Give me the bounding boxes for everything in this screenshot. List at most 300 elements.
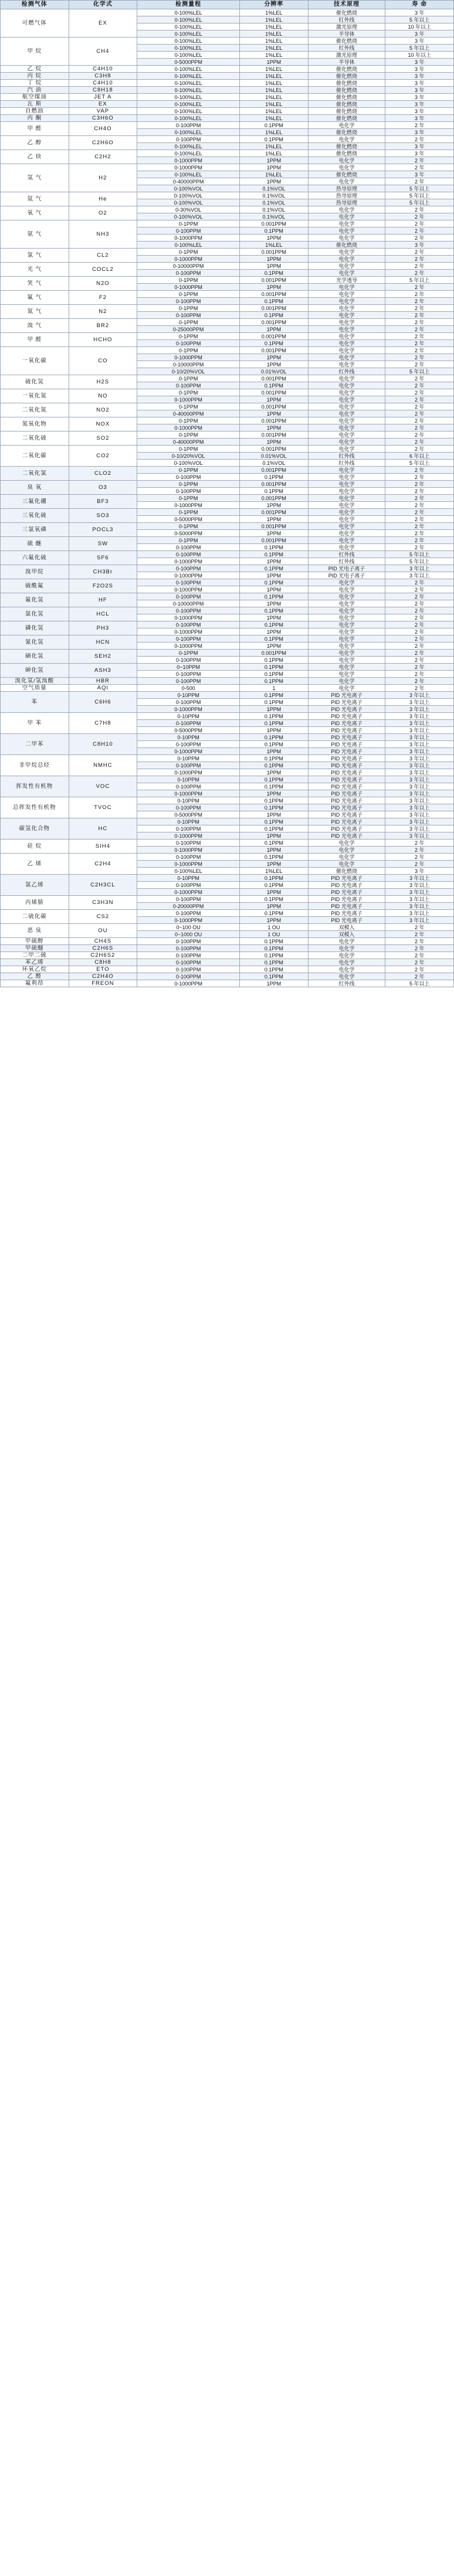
cell-detection-range: 0-1000PPM: [137, 424, 240, 431]
cell-gas-formula: PH3: [69, 621, 137, 635]
cell-gas-name: 乙 醇: [1, 136, 69, 150]
cell-resolution: 0.001PPM: [240, 650, 309, 657]
cell-resolution: 0.01%VOL: [240, 368, 309, 375]
cell-detection-range: 0-1000PPM: [137, 396, 240, 403]
cell-gas-formula: C2H2: [69, 150, 137, 164]
cell-gas-formula: O2: [69, 206, 137, 220]
cell-lifetime: 10 年以上: [385, 23, 454, 30]
cell-lifetime: 2 年: [385, 685, 454, 692]
cell-detection-range: 0-10PPM: [137, 755, 240, 762]
cell-detection-range: 0-100%VOL: [137, 213, 240, 220]
cell-technology: 红外线: [308, 980, 385, 987]
cell-resolution: 0.1PPM: [240, 692, 309, 699]
cell-gas-formula: CH4S: [69, 938, 137, 945]
cell-detection-range: 0-1PPM: [137, 537, 240, 544]
cell-resolution: 0.001PPM: [240, 509, 309, 516]
cell-resolution: 1PPM: [240, 157, 309, 164]
cell-gas-name: 苯乙烯: [1, 959, 69, 966]
cell-detection-range: 0-1000PPM: [137, 706, 240, 713]
cell-resolution: 0.001PPM: [240, 431, 309, 439]
cell-technology: 电化学: [308, 847, 385, 854]
cell-gas-name: 三氯氧磷: [1, 523, 69, 537]
cell-lifetime: 5 年以上: [385, 16, 454, 23]
cell-technology: 电化学: [308, 678, 385, 685]
cell-technology: 催化燃烧: [308, 94, 385, 101]
cell-gas-formula: H2S: [69, 375, 137, 389]
table-row: [1, 755, 454, 762]
cell-lifetime: 2 年: [385, 410, 454, 417]
cell-gas-name: 溴甲烷: [1, 565, 69, 579]
cell-lifetime: 3 年: [385, 38, 454, 45]
cell-gas-formula: C2H3CL: [69, 875, 137, 896]
cell-detection-range: 0-100PPM: [137, 382, 240, 389]
cell-lifetime: 3 年以上: [385, 910, 454, 917]
cell-detection-range: 0-100%LEL: [137, 242, 240, 249]
cell-resolution: 0.001PPM: [240, 481, 309, 488]
cell-lifetime: 2 年: [385, 664, 454, 671]
table-row: [1, 818, 454, 825]
cell-technology: PID 光电离子: [308, 713, 385, 720]
cell-resolution: 0.001PPM: [240, 495, 309, 502]
cell-technology: 电化学: [308, 389, 385, 396]
table-row: [1, 734, 454, 741]
cell-technology: 电化学: [308, 530, 385, 537]
table-row: [1, 980, 454, 987]
cell-resolution: 1PPM: [240, 263, 309, 270]
cell-lifetime: 3 年以上: [385, 713, 454, 720]
cell-technology: 电化学: [308, 375, 385, 382]
cell-technology: 电化学: [308, 446, 385, 453]
cell-detection-range: 0-1000PPM: [137, 614, 240, 621]
cell-resolution: 1%LEL: [240, 115, 309, 122]
cell-lifetime: 2 年: [385, 854, 454, 861]
cell-resolution: 0.1PPM: [240, 952, 309, 959]
cell-resolution: 1PPM: [240, 410, 309, 417]
cell-detection-range: 0-100%LEL: [137, 45, 240, 52]
cell-resolution: 0.1PPM: [240, 973, 309, 980]
cell-gas-formula: AQI: [69, 685, 137, 692]
cell-technology: 电化学: [308, 178, 385, 185]
table-row: [1, 875, 454, 882]
cell-gas-formula: SW: [69, 537, 137, 551]
cell-technology: PID 光电离子: [308, 790, 385, 797]
cell-detection-range: 0-100PPM: [137, 312, 240, 319]
cell-resolution: 0.1%VOL: [240, 460, 309, 467]
table-row: [1, 537, 454, 544]
cell-lifetime: 2 年: [385, 206, 454, 213]
table-row: [1, 305, 454, 312]
cell-resolution: 0.1PPM: [240, 755, 309, 762]
cell-detection-range: 0-1000PPM: [137, 847, 240, 854]
cell-resolution: 1%LEL: [240, 23, 309, 30]
table-row: [1, 896, 454, 903]
cell-resolution: 0.001PPM: [240, 446, 309, 453]
cell-detection-range: 0-100%LEL: [137, 23, 240, 30]
cell-gas-formula: HCHO: [69, 333, 137, 347]
cell-gas-formula: HC: [69, 818, 137, 840]
cell-detection-range: 0-10/20%VOL: [137, 368, 240, 375]
cell-detection-range: 0-100%LEL: [137, 868, 240, 875]
cell-technology: 电化学: [308, 502, 385, 509]
cell-resolution: 1%LEL: [240, 143, 309, 150]
cell-resolution: 1PPM: [240, 980, 309, 987]
cell-gas-formula: CH4: [69, 38, 137, 66]
cell-technology: PID 光电离子: [308, 804, 385, 811]
cell-resolution: 0.1PPM: [240, 312, 309, 319]
cell-resolution: 0.1PPM: [240, 720, 309, 727]
cell-technology: PID 光电离子: [308, 748, 385, 755]
cell-detection-range: 0-100%LEL: [137, 73, 240, 80]
table-row: [1, 263, 454, 270]
cell-lifetime: 2 年: [385, 643, 454, 650]
cell-lifetime: 3 年: [385, 66, 454, 73]
table-row: [1, 481, 454, 488]
cell-lifetime: 2 年: [385, 959, 454, 966]
cell-technology: 电化学: [308, 621, 385, 628]
table-header: [1, 1, 454, 9]
cell-lifetime: 3 年以上: [385, 790, 454, 797]
cell-detection-range: 0-1000PPM: [137, 164, 240, 171]
cell-technology: PID 光电离子: [308, 832, 385, 840]
cell-lifetime: 3 年: [385, 115, 454, 122]
cell-gas-formula: CLO2: [69, 467, 137, 481]
cell-resolution: 0.001PPM: [240, 375, 309, 382]
cell-detection-range: 0-1PPM: [137, 220, 240, 227]
cell-gas-name: 硫酰氟: [1, 579, 69, 593]
cell-gas-formula: EX: [69, 101, 137, 108]
header-row: [1, 1, 454, 9]
cell-detection-range: 0-100PPM: [137, 959, 240, 966]
cell-gas-formula: TVOC: [69, 797, 137, 818]
cell-lifetime: 2 年: [385, 650, 454, 657]
cell-technology: PID 光电离子: [308, 910, 385, 917]
cell-lifetime: 2 年: [385, 298, 454, 305]
cell-technology: 热导原理: [308, 192, 385, 199]
cell-resolution: 0.1PPM: [240, 136, 309, 143]
cell-resolution: 0.1PPM: [240, 298, 309, 305]
cell-technology: 红外线: [308, 551, 385, 558]
cell-lifetime: 2 年: [385, 847, 454, 854]
cell-lifetime: 3 年: [385, 129, 454, 136]
cell-lifetime: 3 年: [385, 101, 454, 108]
cell-technology: 电化学: [308, 396, 385, 403]
cell-lifetime: 3 年以上: [385, 572, 454, 579]
cell-technology: 电化学: [308, 213, 385, 220]
cell-detection-range: 0-100%VOL: [137, 185, 240, 192]
cell-technology: 催化燃烧: [308, 143, 385, 150]
cell-technology: PID 光电子离子: [308, 572, 385, 579]
table-row: [1, 73, 454, 80]
cell-resolution: 0.1PPM: [240, 544, 309, 551]
cell-resolution: 1PPM: [240, 572, 309, 579]
cell-technology: 电化学: [308, 516, 385, 523]
cell-detection-range: 0-100%LEL: [137, 101, 240, 108]
cell-detection-range: 0-100PPM: [137, 783, 240, 790]
cell-lifetime: 5 年以上: [385, 368, 454, 375]
cell-gas-formula: CO2: [69, 446, 137, 467]
cell-detection-range: 0-40000PPM: [137, 178, 240, 185]
table-row: [1, 621, 454, 628]
cell-lifetime: 2 年: [385, 488, 454, 495]
cell-detection-range: 0-5000PPM: [137, 59, 240, 66]
cell-detection-range: 0-30%VOL: [137, 206, 240, 213]
cell-resolution: 0.1PPM: [240, 875, 309, 882]
table-row: [1, 692, 454, 699]
cell-technology: 电化学: [308, 938, 385, 945]
cell-resolution: 1 OU: [240, 931, 309, 938]
cell-gas-name: 二氧化碳: [1, 446, 69, 467]
cell-gas-name: 一氧化氮: [1, 389, 69, 403]
cell-lifetime: 2 年: [385, 481, 454, 488]
cell-detection-range: 0~1000 OU: [137, 931, 240, 938]
cell-lifetime: 2 年: [385, 347, 454, 354]
cell-gas-formula: O3: [69, 481, 137, 495]
cell-technology: 激光原理: [308, 23, 385, 30]
cell-technology: 电化学: [308, 474, 385, 481]
cell-gas-name: 非甲烷总烃: [1, 755, 69, 776]
cell-resolution: 1PPM: [240, 790, 309, 797]
cell-gas-name: 乙 烯: [1, 854, 69, 875]
cell-lifetime: 2 年: [385, 213, 454, 220]
cell-lifetime: 2 年: [385, 354, 454, 361]
cell-lifetime: 3 年以上: [385, 706, 454, 713]
cell-detection-range: 0-1000PPM: [137, 748, 240, 755]
cell-detection-range: 0-100PPM: [137, 854, 240, 861]
cell-detection-range: 0-100%LEL: [137, 87, 240, 94]
cell-gas-formula: C3H8: [69, 73, 137, 80]
cell-detection-range: 0-5000PPM: [137, 516, 240, 523]
cell-lifetime: 3 年: [385, 171, 454, 178]
cell-technology: 电化学: [308, 628, 385, 635]
cell-gas-formula: COCL2: [69, 263, 137, 277]
cell-lifetime: 3 年以上: [385, 818, 454, 825]
cell-resolution: 0.1PPM: [240, 741, 309, 748]
cell-lifetime: 2 年: [385, 671, 454, 678]
table-row: [1, 108, 454, 115]
cell-lifetime: 2 年: [385, 931, 454, 938]
cell-detection-range: 0-100%LEL: [137, 150, 240, 157]
cell-lifetime: 2 年: [385, 938, 454, 945]
cell-technology: 电化学: [308, 354, 385, 361]
cell-technology: 激光原理: [308, 52, 385, 59]
cell-resolution: 1%LEL: [240, 868, 309, 875]
cell-resolution: 0.1%VOL: [240, 206, 309, 213]
cell-lifetime: 3 年以上: [385, 825, 454, 832]
cell-technology: 电化学: [308, 488, 385, 495]
cell-lifetime: 5 年以上: [385, 192, 454, 199]
table-row: [1, 509, 454, 516]
cell-lifetime: 2 年: [385, 291, 454, 298]
cell-gas-formula: F2: [69, 291, 137, 305]
cell-gas-name: 挥发性有机物: [1, 776, 69, 797]
cell-resolution: 0.1%VOL: [240, 185, 309, 192]
table-row: [1, 136, 454, 143]
table-row: [1, 66, 454, 73]
cell-detection-range: 0-100%LEL: [137, 115, 240, 122]
cell-resolution: 0.001PPM: [240, 333, 309, 340]
cell-gas-formula: C3H6O: [69, 115, 137, 122]
cell-lifetime: 5 年以上: [385, 45, 454, 52]
cell-technology: PID 光电离子: [308, 706, 385, 713]
cell-technology: 半导体: [308, 30, 385, 38]
cell-lifetime: 3 年: [385, 30, 454, 38]
table-row: [1, 319, 454, 326]
cell-technology: 电化学: [308, 959, 385, 966]
cell-gas-name: 硫化氢: [1, 375, 69, 389]
table-row: [1, 593, 454, 600]
cell-detection-range: 0-1PPM: [137, 495, 240, 502]
cell-resolution: 0.001PPM: [240, 347, 309, 354]
cell-gas-formula: C4H10: [69, 80, 137, 87]
cell-gas-formula: CH4O: [69, 122, 137, 136]
cell-gas-name: 航空煤油: [1, 94, 69, 101]
table-row: [1, 347, 454, 354]
cell-lifetime: 3 年以上: [385, 917, 454, 924]
cell-technology: 红外线: [308, 368, 385, 375]
cell-gas-name: 氯化氢: [1, 607, 69, 621]
cell-resolution: 0.1PPM: [240, 959, 309, 966]
table-row: [1, 797, 454, 804]
cell-detection-range: 0-100PPM: [137, 657, 240, 664]
cell-lifetime: 3 年: [385, 9, 454, 16]
cell-lifetime: 3 年以上: [385, 741, 454, 748]
cell-gas-name: 瓦 斯: [1, 101, 69, 108]
cell-gas-formula: BR2: [69, 319, 137, 333]
table-row: [1, 495, 454, 502]
cell-detection-range: 0-20000PPM: [137, 903, 240, 910]
cell-resolution: 1PPM: [240, 558, 309, 565]
cell-technology: 催化燃烧: [308, 101, 385, 108]
cell-gas-name: 三氟化硼: [1, 495, 69, 509]
cell-resolution: 0.1PPM: [240, 382, 309, 389]
cell-lifetime: 2 年: [385, 635, 454, 643]
cell-lifetime: 2 年: [385, 657, 454, 664]
cell-lifetime: 2 年: [385, 136, 454, 143]
cell-gas-name: 丙 烷: [1, 73, 69, 80]
cell-lifetime: 2 年: [385, 952, 454, 959]
cell-resolution: 1%LEL: [240, 66, 309, 73]
cell-resolution: 1PPM: [240, 917, 309, 924]
cell-gas-formula: CO: [69, 347, 137, 375]
cell-technology: PID 光电离子: [308, 896, 385, 903]
cell-detection-range: 0-100PPM: [137, 122, 240, 129]
table-row: [1, 924, 454, 931]
cell-detection-range: 0-1000PPM: [137, 256, 240, 263]
cell-detection-range: 0-100%LEL: [137, 80, 240, 87]
cell-technology: PID 光电离子: [308, 889, 385, 896]
cell-detection-range: 0-10000PPM: [137, 263, 240, 270]
table-row: [1, 959, 454, 966]
cell-resolution: 1PPM: [240, 586, 309, 593]
cell-detection-range: 0-1PPM: [137, 389, 240, 396]
cell-gas-formula: SEH2: [69, 650, 137, 664]
table-row: [1, 551, 454, 558]
cell-gas-formula: C2H6O: [69, 136, 137, 150]
cell-technology: 电化学: [308, 495, 385, 502]
cell-resolution: 0.1PPM: [240, 945, 309, 952]
cell-lifetime: 5 年以上: [385, 551, 454, 558]
cell-detection-range: 0-100PPM: [137, 270, 240, 277]
cell-gas-name: 氰化氢: [1, 635, 69, 650]
cell-gas-name: 氯 气: [1, 249, 69, 263]
cell-lifetime: 3 年以上: [385, 727, 454, 734]
cell-gas-formula: ETO: [69, 966, 137, 973]
cell-detection-range: 0-100PPM: [137, 635, 240, 643]
cell-detection-range: 0-5000PPM: [137, 811, 240, 818]
cell-gas-name: 自燃油: [1, 108, 69, 115]
table-row: [1, 467, 454, 474]
cell-lifetime: 2 年: [385, 593, 454, 600]
cell-technology: 催化燃烧: [308, 38, 385, 45]
table-row: [1, 291, 454, 298]
cell-lifetime: 2 年: [385, 973, 454, 980]
cell-technology: PID 光电离子: [308, 882, 385, 889]
cell-resolution: 0.1PPM: [240, 854, 309, 861]
cell-detection-range: 0-100PPM: [137, 607, 240, 614]
cell-detection-range: 0-100%LEL: [137, 30, 240, 38]
cell-technology: 电化学: [308, 333, 385, 340]
cell-resolution: 0.1PPM: [240, 797, 309, 804]
cell-lifetime: 3 年以上: [385, 811, 454, 818]
cell-resolution: 1: [240, 685, 309, 692]
cell-detection-range: 0-100PPM: [137, 720, 240, 727]
cell-technology: 催化燃烧: [308, 242, 385, 249]
cell-technology: 催化燃烧: [308, 73, 385, 80]
cell-resolution: 1PPM: [240, 628, 309, 635]
cell-technology: 电化学: [308, 685, 385, 692]
cell-technology: 电化学: [308, 431, 385, 439]
cell-lifetime: 2 年: [385, 579, 454, 586]
cell-resolution: 0.1PPM: [240, 635, 309, 643]
cell-resolution: 0.1PPM: [240, 734, 309, 741]
cell-resolution: 1%LEL: [240, 129, 309, 136]
cell-detection-range: 0-100PPM: [137, 136, 240, 143]
cell-detection-range: 0-100%VOL: [137, 460, 240, 467]
cell-resolution: 1%LEL: [240, 108, 309, 115]
cell-detection-range: 0-100PPM: [137, 544, 240, 551]
cell-technology: PID 光电离子: [308, 818, 385, 825]
cell-gas-name: 甲 醛: [1, 122, 69, 136]
cell-detection-range: 0-100PPM: [137, 621, 240, 628]
cell-technology: PID 光电离子: [308, 825, 385, 832]
cell-technology: 电化学: [308, 249, 385, 256]
cell-detection-range: 0-1000PPM: [137, 157, 240, 164]
cell-detection-range: 0-100PPM: [137, 579, 240, 586]
cell-gas-formula: SO3: [69, 509, 137, 523]
cell-technology: 电化学: [308, 424, 385, 431]
cell-gas-name: 氟利昂: [1, 980, 69, 987]
cell-gas-name: 氮 气: [1, 305, 69, 319]
cell-lifetime: 10 年以上: [385, 52, 454, 59]
cell-lifetime: 2 年: [385, 586, 454, 593]
cell-resolution: 1PPM: [240, 326, 309, 333]
cell-gas-name: 氮氧化物: [1, 417, 69, 431]
cell-resolution: 1PPM: [240, 439, 309, 446]
cell-lifetime: 3 年以上: [385, 882, 454, 889]
cell-detection-range: 0-1PPM: [137, 417, 240, 424]
cell-detection-range: 0-10PPM: [137, 797, 240, 804]
cell-resolution: 0.1PPM: [240, 882, 309, 889]
cell-lifetime: 5 年以上: [385, 277, 454, 284]
table-row: [1, 565, 454, 572]
cell-gas-formula: F2O2S: [69, 579, 137, 593]
cell-resolution: 0.1PPM: [240, 488, 309, 495]
cell-lifetime: 2 年: [385, 530, 454, 537]
cell-resolution: 1PPM: [240, 706, 309, 713]
cell-resolution: 1PPM: [240, 164, 309, 171]
cell-gas-name: 氨 气: [1, 220, 69, 249]
cell-resolution: 0.1PPM: [240, 270, 309, 277]
